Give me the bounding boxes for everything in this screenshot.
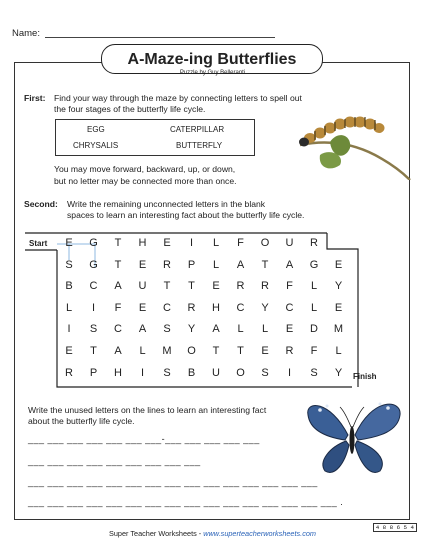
footer bbox=[0, 529, 425, 538]
maze-letter[interactable]: B bbox=[65, 280, 73, 293]
maze-letter[interactable]: S bbox=[163, 323, 171, 336]
maze-letter[interactable]: T bbox=[114, 237, 122, 249]
maze-letter[interactable]: Y bbox=[261, 301, 269, 314]
maze-letter[interactable]: S bbox=[310, 366, 318, 379]
name-label: Name: bbox=[12, 28, 40, 39]
word-bank-item: EGG bbox=[87, 125, 105, 134]
bottom-instruction-2: about the butterfly life cycle. bbox=[28, 416, 135, 426]
maze-letter[interactable]: G bbox=[89, 258, 98, 271]
maze-letter[interactable]: E bbox=[65, 237, 73, 249]
maze-letter[interactable]: F bbox=[310, 345, 318, 357]
answer-line-1[interactable]: ___ ___ ___ ___ ___ ___ ___-___ ___ ___ ___ ___ bbox=[28, 434, 260, 444]
maze-letter[interactable]: M bbox=[162, 345, 172, 357]
maze-letter[interactable]: F bbox=[114, 301, 122, 314]
maze-letter[interactable]: L bbox=[65, 301, 73, 314]
word-bank-item: BUTTERFLY bbox=[176, 141, 223, 150]
first-instruction-2: the four stages of the butterfly life cycle. bbox=[54, 104, 206, 114]
maze-letter[interactable]: F bbox=[286, 280, 293, 293]
maze-letter[interactable]: H bbox=[138, 237, 147, 249]
maze-letter[interactable]: A bbox=[285, 258, 294, 271]
maze-finish-label: Finish bbox=[353, 372, 377, 381]
maze-letter[interactable]: R bbox=[163, 258, 171, 271]
maze-letter[interactable]: H bbox=[114, 366, 122, 379]
maze-letter[interactable]: T bbox=[188, 280, 195, 293]
maze-letter[interactable]: S bbox=[89, 323, 98, 336]
name-field[interactable] bbox=[45, 37, 275, 38]
maze-letter[interactable]: S bbox=[261, 366, 269, 379]
puzzle-credit: Puzzle by Guy Belleranti bbox=[179, 70, 246, 76]
maze-letter[interactable]: U bbox=[285, 237, 294, 249]
second-instruction-2: spaces to learn an interesting fact about the butterfly life cycle. bbox=[67, 210, 305, 220]
maze-letter[interactable]: B bbox=[187, 366, 196, 379]
maze-letter[interactable]: Y bbox=[334, 366, 343, 379]
maze-letter[interactable]: D bbox=[310, 323, 318, 336]
maze-letter[interactable]: Y bbox=[187, 323, 196, 336]
maze-letter[interactable]: T bbox=[237, 345, 244, 357]
maze-letter[interactable]: E bbox=[334, 301, 343, 314]
maze-letter[interactable]: T bbox=[261, 258, 269, 271]
word-bank-item: CATERPILLAR bbox=[170, 125, 225, 134]
maze-letter[interactable]: A bbox=[114, 280, 122, 293]
maze-letter[interactable]: L bbox=[212, 237, 220, 249]
maze-letter[interactable]: L bbox=[237, 323, 244, 336]
caterpillar-illustration bbox=[290, 100, 415, 180]
maze-letter[interactable]: T bbox=[90, 345, 97, 357]
maze-letter[interactable]: O bbox=[236, 366, 245, 379]
maze-letter[interactable]: T bbox=[114, 258, 122, 271]
maze-letter[interactable]: G bbox=[89, 237, 98, 249]
maze-letter[interactable]: P bbox=[89, 366, 98, 379]
maze-letter[interactable]: C bbox=[89, 280, 98, 293]
word-bank-item: CHRYSALIS bbox=[73, 141, 119, 150]
maze-letter[interactable]: E bbox=[163, 237, 171, 249]
maze-letter[interactable]: S bbox=[163, 366, 171, 379]
maze-letter[interactable]: I bbox=[91, 301, 96, 314]
maze-letter[interactable]: H bbox=[212, 301, 220, 314]
rule-line-2: but no letter may be connected more than once. bbox=[54, 176, 237, 186]
footer-link[interactable]: www.superteacherworksheets.com bbox=[203, 529, 316, 538]
maze-letter[interactable]: E bbox=[65, 345, 73, 357]
maze-letter[interactable]: L bbox=[310, 280, 318, 293]
maze-letter[interactable]: I bbox=[287, 366, 292, 379]
rule-line-1: You may move forward, backward, up, or down, bbox=[54, 164, 236, 174]
maze-letter[interactable]: E bbox=[212, 280, 220, 293]
butterfly-illustration bbox=[300, 395, 408, 477]
maze-letter[interactable]: E bbox=[261, 345, 269, 357]
maze-letter[interactable]: I bbox=[67, 323, 71, 336]
maze-letter[interactable]: L bbox=[335, 345, 342, 357]
answer-line-2[interactable]: ___ ___ ___ ___ ___ ___ ___ ___ ___ bbox=[28, 456, 201, 466]
maze-letter[interactable]: M bbox=[333, 323, 344, 336]
maze-letter[interactable]: T bbox=[212, 345, 220, 357]
maze-letter[interactable]: Y bbox=[334, 280, 343, 293]
maze-letter[interactable]: A bbox=[138, 323, 147, 336]
answer-line-3[interactable]: ___ ___ ___ ___ ___ ___ ___ ___ ___ ___ ___ ___ ___ ___ ___ bbox=[28, 477, 318, 487]
first-label: First: bbox=[24, 93, 46, 103]
maze-letter[interactable]: R bbox=[285, 345, 294, 357]
maze-letter[interactable]: R bbox=[187, 301, 196, 314]
maze-letter[interactable]: A bbox=[212, 323, 220, 336]
word-bank bbox=[55, 119, 255, 156]
maze-letter[interactable]: P bbox=[187, 258, 196, 271]
maze-letter[interactable]: E bbox=[285, 323, 294, 336]
maze-letter[interactable]: U bbox=[138, 280, 147, 293]
answer-line-4[interactable]: ___ ___ ___ ___ ___ ___ ___ ___ ___ ___ ___ ___ ___ ___ ___ ___ . bbox=[28, 497, 344, 507]
maze-letter[interactable]: A bbox=[236, 258, 245, 271]
maze-letter[interactable]: E bbox=[138, 301, 147, 314]
maze-letter[interactable]: O bbox=[260, 237, 270, 249]
maze-start-label: Start bbox=[29, 239, 48, 248]
worksheet-code: 4 8 8 6 5 4 bbox=[373, 523, 417, 532]
maze-letter[interactable]: L bbox=[139, 345, 146, 357]
maze-letter[interactable]: L bbox=[261, 323, 269, 336]
maze-letter[interactable]: L bbox=[310, 301, 318, 314]
maze-letter[interactable]: E bbox=[334, 258, 343, 271]
maze-letter[interactable]: I bbox=[189, 237, 194, 249]
maze-letter[interactable]: C bbox=[236, 301, 245, 314]
maze-letter[interactable]: A bbox=[114, 345, 122, 357]
footer-text: Super Teacher Worksheets - bbox=[109, 529, 204, 538]
first-instruction-1: Find your way through the maze by connecting letters to spell out bbox=[54, 93, 302, 103]
maze-letter[interactable]: R bbox=[310, 237, 318, 249]
second-label: Second: bbox=[24, 199, 58, 209]
maze-letter[interactable]: R bbox=[65, 366, 73, 379]
maze-letter[interactable]: L bbox=[212, 258, 220, 271]
maze-letter[interactable]: C bbox=[285, 301, 294, 314]
page-title: A-Maze-ing Butterflies bbox=[101, 44, 323, 74]
maze-letter[interactable]: C bbox=[114, 323, 122, 336]
bottom-instruction-1: Write the unused letters on the lines to learn an interesting fact bbox=[28, 405, 267, 415]
maze-letter[interactable]: S bbox=[65, 258, 73, 271]
maze-letter[interactable]: I bbox=[140, 366, 145, 379]
maze-letter[interactable]: C bbox=[163, 301, 171, 314]
maze-letter[interactable]: R bbox=[261, 280, 269, 293]
maze-letter[interactable]: R bbox=[236, 280, 245, 293]
maze-letter[interactable]: G bbox=[309, 258, 319, 271]
maze-letter[interactable]: F bbox=[237, 237, 244, 249]
maze-letter[interactable]: O bbox=[187, 345, 196, 357]
maze-letter[interactable]: T bbox=[163, 280, 171, 293]
second-instruction-1: Write the remaining unconnected letters in the blank bbox=[67, 199, 266, 209]
maze-letter[interactable]: U bbox=[212, 366, 220, 379]
maze-letter[interactable]: E bbox=[138, 258, 147, 271]
